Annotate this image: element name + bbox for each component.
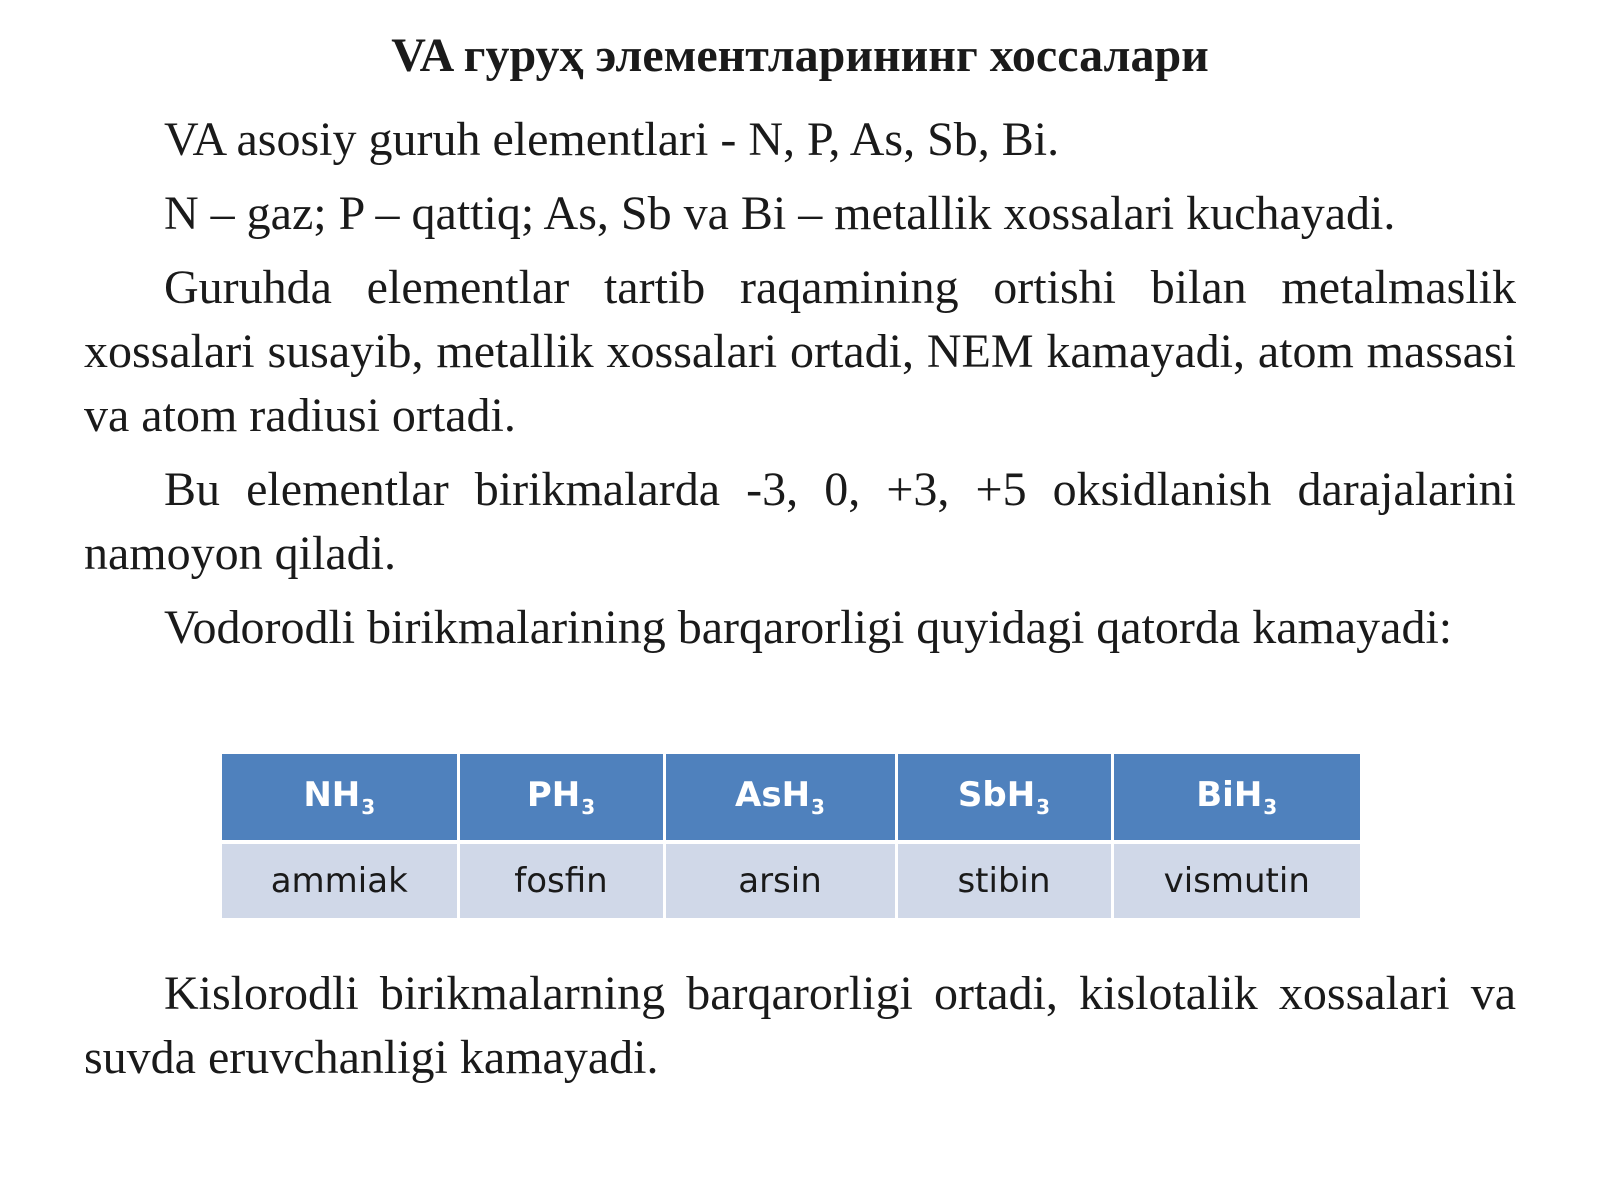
formula-main: SbH (957, 775, 1036, 815)
formula-main: NH (303, 775, 361, 815)
table-header-cell (222, 754, 458, 842)
formula-main: BiH (1196, 775, 1263, 815)
paragraph-oxidation-states: Bu elementlar birikmalarda -3, 0, +3, +5 oksidlanish darajalarini namoyon qiladi. (84, 463, 1516, 580)
table-row (222, 842, 1360, 918)
table-header-cell (664, 754, 896, 842)
formula-subscript: 3 (811, 795, 825, 819)
table-header-cell (896, 754, 1112, 842)
formula-subscript: 3 (581, 795, 596, 819)
table-header-cell (1112, 754, 1360, 842)
hydrides-table (222, 754, 1360, 918)
formula-main: AsH (735, 775, 811, 815)
paragraph-hydride-stability: Vodorodli birikmalarining barqarorligi quyidagi qatorda kamayadi: (164, 601, 1453, 654)
page-title: VA гуруҳ элементларининг хоссалари (391, 29, 1209, 82)
formula-subscript: 3 (1036, 795, 1051, 819)
paragraph-physical-states: N – gaz; P – qattiq; As, Sb va Bi – metallik xossalari kuchayadi. (164, 187, 1396, 240)
table-cell: ammiak (222, 842, 458, 918)
table-cell: fosfin (458, 842, 664, 918)
table-cell: stibin (896, 842, 1112, 918)
formula-main: PH (526, 775, 581, 815)
paragraph-group-elements: VA asosiy guruh elementlari - N, P, As, Sb, Bi. (164, 113, 1060, 166)
table-cell: vismutin (1112, 842, 1360, 918)
table-header-cell (458, 754, 664, 842)
formula-subscript: 3 (1263, 795, 1278, 819)
formula-subscript: 3 (361, 795, 376, 819)
table-header-row (222, 754, 1360, 842)
paragraph-property-trends: Guruhda elementlar tartib raqamining ortishi bilan metalmaslik xossalari susayib, metallik xossalari ortadi, NEM kamayadi, atom massasi va atom radiusi ortadi. (84, 261, 1516, 442)
paragraph-oxide-properties: Kislorodli birikmalarning barqarorligi ortadi, kislotalik xossalari va suvda eruvchanligi kamayadi. (84, 967, 1516, 1084)
table-cell: arsin (664, 842, 896, 918)
